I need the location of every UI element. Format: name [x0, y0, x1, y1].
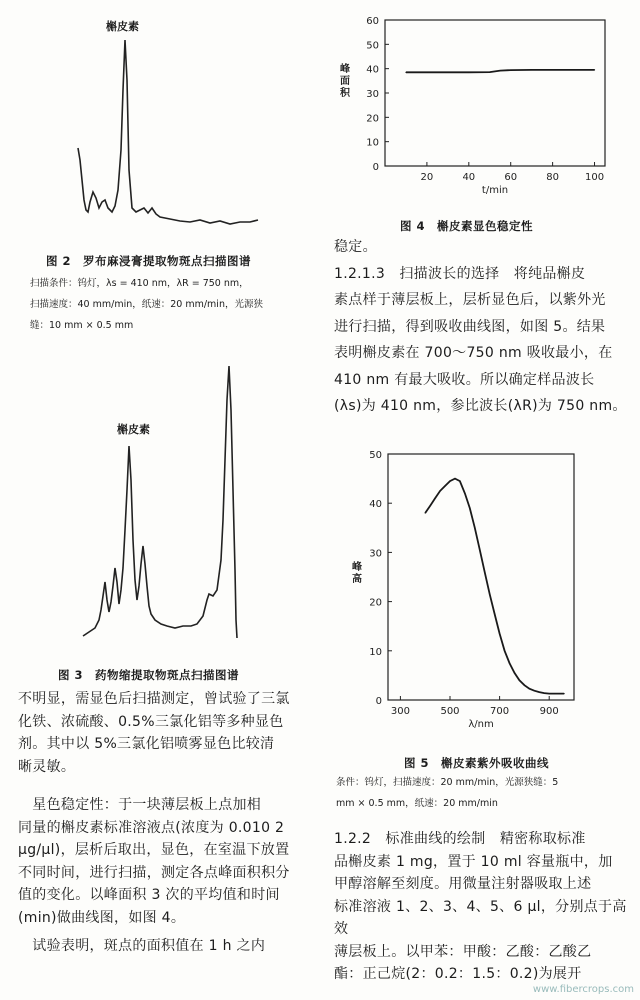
right2-line-4: 标准溶液 1、2、3、4、5、6 μl，分别点于高效	[334, 898, 627, 937]
fig5-point-2	[435, 498, 436, 499]
fig5-point-8	[464, 493, 465, 494]
fig5-point-10	[474, 527, 475, 528]
fig5-chart	[340, 440, 590, 732]
fig5-point-7	[459, 480, 460, 481]
fig4-point-9	[573, 69, 574, 70]
fig4-xtick-label-4: 100	[584, 172, 605, 183]
fig2-caption: 图 2 罗布麻浸膏提取物斑点扫描图谱	[46, 254, 252, 268]
fig2-trace	[78, 40, 258, 224]
fig4-point-10	[594, 69, 595, 70]
fig5-xtick-label-0: 300	[390, 706, 410, 717]
fig4-point-3	[468, 72, 469, 73]
fig5-point-16	[504, 650, 505, 651]
fig4-point-5	[500, 70, 501, 71]
fig5-ytick-label-3: 30	[369, 548, 382, 560]
fig5-point-18	[514, 672, 515, 673]
fig4-ytick-label-4: 40	[366, 64, 379, 76]
fig5-conditions-1: 条件：钨灯，扫描速度：20 mm/min，光源狭缝：5	[336, 777, 559, 788]
right-body-text	[334, 236, 634, 418]
fig5-point-27	[559, 693, 560, 694]
right2-line-5: 薄层板上。以甲苯：甲酸：乙酸：乙酸乙	[334, 943, 592, 960]
left-line-7: μg/μl)，层析后取出，显色，在室温下放置	[18, 842, 290, 858]
fig5-point-15	[499, 633, 500, 634]
right-line-7: (λs)为 410 nm，参比波长(λR)为 750 nm。	[334, 398, 627, 414]
fig5-ytick-label-4: 40	[369, 499, 382, 511]
fig5-point-14	[494, 613, 495, 614]
fig5-point-0	[425, 512, 426, 513]
fig5-ytick-label-1: 10	[369, 646, 382, 658]
right2-line-1: 1.2.2 标准曲线的绘制 精密称取标准	[334, 831, 586, 847]
fig2-conditions-1: 扫描条件：钨灯，λs = 410 nm，λR = 750 nm，	[30, 278, 249, 289]
fig5-series-line	[425, 479, 564, 694]
fig3-chromatogram	[75, 350, 255, 650]
fig4-point-6	[510, 70, 511, 71]
left-body-text	[18, 688, 318, 958]
fig5-point-6	[454, 478, 455, 479]
left-line-4: 晰灵敏。	[18, 758, 76, 775]
right2-line-6: 酯：正己烷(2：0.2：1.5：0.2)为展开	[334, 966, 582, 982]
fig5-point-12	[484, 571, 485, 572]
fig5-xtick-label-3: 900	[539, 706, 559, 717]
fig4-chart	[330, 2, 620, 200]
fig5-point-21	[529, 688, 530, 689]
fig4-ytick-label-1: 10	[366, 137, 379, 149]
left-line-10: (min)做曲线图，如图 4。	[18, 909, 186, 926]
left-line-3: 剂。其中以 5%三氯化铝喷雾显色比较清	[18, 736, 275, 752]
fig4-xtick-label-2: 60	[504, 172, 518, 183]
fig4-point-1	[426, 72, 427, 73]
left-line-1: 不明显，需显色后扫描测定，曾试验了三氯	[18, 691, 290, 707]
fig4-ytick-label-3: 30	[366, 89, 379, 100]
fig5-point-19	[519, 680, 520, 681]
fig5-point-22	[534, 690, 535, 691]
fig2-chromatogram	[60, 30, 270, 240]
fig5-point-17	[509, 663, 510, 664]
watermark: www.fibercrops.com	[532, 984, 634, 995]
fig4-point-4	[489, 71, 490, 72]
fig5-point-26	[554, 693, 555, 694]
fig3-trace	[83, 366, 237, 638]
fig3-peak-label: 槲皮素	[117, 423, 150, 436]
right-body-text-2	[334, 828, 636, 986]
fig5-point-9	[469, 508, 470, 509]
fig5-point-4	[444, 485, 445, 486]
fig4-point-2	[447, 72, 448, 73]
right-line-4: 进行扫描，得到吸收曲线图，如图 5。结果	[334, 318, 606, 335]
right-line-2: 1.2.1.3 扫描波长的选择 将纯品槲皮	[334, 265, 586, 282]
left-line-8: 不同时间，进行扫描，测定各点峰面积积分	[18, 864, 290, 881]
fig5-point-5	[449, 480, 450, 481]
fig5-point-23	[539, 692, 540, 693]
fig4-plot-frame	[385, 20, 605, 166]
fig4-xtick-label-3: 80	[546, 172, 559, 183]
fig5-point-13	[489, 594, 490, 595]
fig5-xtick-label-2: 700	[490, 706, 510, 717]
fig5-point-3	[439, 490, 440, 491]
left-line-2: 化铁、浓硫酸、0.5%三氯化铝等多种显色	[18, 713, 284, 730]
fig4-xtick-label-0: 20	[420, 172, 434, 183]
left-line-5: 星色稳定性：于一块薄层板上点加相	[18, 797, 262, 813]
right2-line-3: 甲醇溶解至刻度。用微量注射器吸取上述	[334, 876, 592, 892]
right-line-5: 表明槲皮素在 700～750 nm 吸收最小，在	[334, 345, 613, 361]
right-line-1: 稳定。	[334, 239, 377, 255]
fig5-conditions-2: mm × 0.5 mm，纸速：20 mm/min	[336, 798, 498, 809]
fig5-ylabel: 峰高	[352, 562, 362, 585]
fig5-caption: 图 5 槲皮素紫外吸收曲线	[404, 756, 550, 770]
left-line-11: 试验表明，斑点的面积值在 1 h 之内	[18, 938, 266, 954]
fig5-ytick-label-5: 50	[369, 450, 382, 461]
fig5-point-28	[563, 693, 564, 694]
fig4-point-8	[552, 69, 553, 70]
fig5-point-24	[544, 693, 545, 694]
fig4-ytick-label-5: 50	[366, 40, 379, 52]
right-line-3: 素点样于薄层板上，层析显色后，以紫外光	[334, 292, 606, 308]
fig3-caption: 图 3 药物缩提取物斑点扫描图谱	[58, 668, 240, 682]
fig2-conditions-3: 缝：10 mm × 0.5 mm	[30, 320, 134, 331]
fig4-xtick-label-1: 40	[462, 172, 476, 183]
fig4-xlabel: t/min	[481, 185, 509, 196]
fig5-ytick-label-0: 0	[375, 696, 382, 707]
fig5-plot-frame	[388, 454, 574, 700]
right2-line-2: 品槲皮素 1 mg，置于 10 ml 容量瓶中，加	[334, 853, 613, 870]
fig4-caption: 图 4 槲皮素显色稳定性	[400, 219, 534, 233]
fig5-point-1	[430, 505, 431, 506]
fig5-ytick-label-2: 20	[369, 597, 382, 609]
fig2-peak-label: 槲皮素	[106, 20, 139, 33]
fig5-point-20	[524, 685, 525, 686]
fig5-point-11	[479, 549, 480, 550]
right-line-6: 410 nm 有最大吸收。所以确定样品波长	[334, 371, 595, 388]
fig4-ytick-label-2: 20	[366, 113, 379, 125]
fig5-xlabel: λ/nm	[468, 719, 494, 730]
fig2-conditions-2: 扫描速度：40 mm/min，纸速：20 mm/min，光源狭	[30, 299, 263, 310]
fig4-point-7	[531, 69, 532, 70]
fig4-ylabel: 峰面积	[340, 64, 350, 99]
fig4-ytick-label-0: 0	[372, 162, 379, 173]
fig5-point-25	[549, 693, 550, 694]
fig5-xtick-label-1: 500	[440, 706, 460, 717]
left-line-6: 同量的槲皮素标准溶液点(浓度为 0.010 2	[18, 819, 285, 836]
left-line-9: 值的变化。以峰面积 3 次的平均值和时间	[18, 887, 280, 903]
fig4-ytick-label-6: 60	[366, 16, 379, 27]
fig4-point-0	[405, 72, 406, 73]
